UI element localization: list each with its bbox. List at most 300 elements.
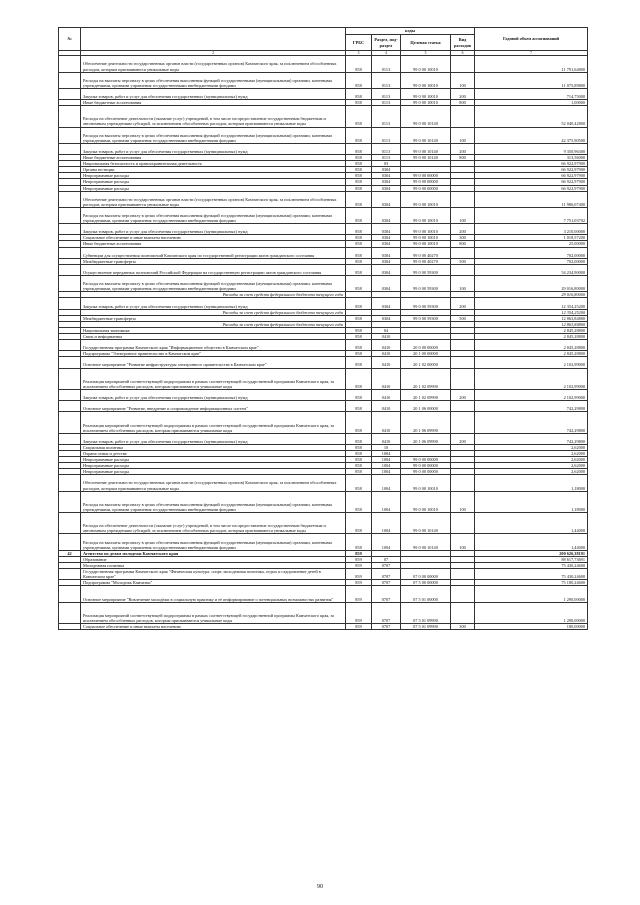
row-amount: 75 430,24600 [475, 562, 588, 568]
table-row [59, 207, 588, 223]
row-name: Закупка товаров, работ и услуг для обеспечения государственных (муниципальных) нужд [81, 433, 346, 444]
budget-table [58, 27, 588, 630]
table-row [59, 569, 588, 580]
row-number [59, 412, 81, 433]
budget-rows [59, 56, 588, 630]
row-number [59, 401, 81, 412]
row-expense-type: 100 [451, 207, 475, 223]
row-grbs: 858 [346, 351, 372, 357]
row-amount: 12 354,25200 [475, 298, 588, 309]
row-target-article: 99 0 00 10010 [401, 235, 451, 241]
row-expense-type: 500 [451, 315, 475, 321]
row-name: Социальное обеспечение и иные выплаты населению [81, 624, 346, 630]
row-target-article: 99 0 00 40270 [401, 258, 451, 264]
row-grbs: 858 [346, 433, 372, 444]
row-name: Закупка товаров, работ и услуг для обеспечения государственных (муниципальных) нужд [81, 143, 346, 154]
row-expense-type: 800 [451, 155, 475, 161]
row-grbs: 858 [346, 155, 372, 161]
table-row [59, 276, 588, 292]
row-razdel: 0113 [372, 106, 401, 127]
row-grbs: 858 [346, 185, 372, 191]
row-amount: 1 018,57200 [475, 235, 588, 241]
row-razdel: 1004 [372, 457, 401, 463]
row-name: Непрограммные расходы [81, 179, 346, 185]
row-name: Расходы на обеспечение деятельности (оказание услуг) учреждений, в том числе на предоставление государственным бюджетным и автономным учреждениям субсидий, за исключением обособленных расходов, которым присваиваются уникальные коды [81, 106, 346, 127]
row-razdel: 0304 [372, 315, 401, 321]
row-number [59, 586, 81, 602]
row-amount: 54 234,90000 [475, 264, 588, 275]
row-name: Расходы на выплаты персоналу в целях обеспечения выполнения функций государственными (муниципальными) органами, казенными учреждениями, органами управления государственными внебюджетными фондами [81, 207, 346, 223]
row-number [59, 340, 81, 351]
row-grbs: 858 [346, 179, 372, 185]
row-grbs: 858 [346, 106, 372, 127]
row-razdel: 0707 [372, 562, 401, 568]
row-target-article: 20 1 02 09990 [401, 368, 451, 389]
row-amount: 2 102,99000 [475, 357, 588, 368]
row-razdel: 0304 [372, 276, 401, 292]
row-grbs: 858 [346, 513, 372, 534]
row-amount: 1,00000 [475, 100, 588, 106]
row-target-article: 99 0 00 10010 [401, 241, 451, 247]
row-razdel: 0304 [372, 185, 401, 191]
row-name: Основное мероприятие "Вовлечение молодёжи в социальную практику и её информирование о потенциальных возможностях развития" [81, 586, 346, 602]
row-target-article: 99 0 00 10010 [401, 100, 451, 106]
row-grbs: 858 [346, 368, 372, 389]
row-target-article: 99 0 00 10140 [401, 143, 451, 154]
row-grbs: 859 [346, 624, 372, 630]
row-expense-type [451, 401, 475, 412]
row-name: Национальная экономика [81, 327, 346, 333]
row-amount: 7 751,03702 [475, 207, 588, 223]
row-grbs: 858 [346, 401, 372, 412]
row-razdel: 0113 [372, 100, 401, 106]
header-grbs: ГРБС [346, 35, 372, 51]
row-amount: 742,29800 [475, 412, 588, 433]
row-name: Субвенции для осуществления полномочий Камчатского края по государственной регистрации актов гражданского состояния [81, 247, 346, 258]
row-name: Межбюджетные трансферты [81, 258, 346, 264]
row-number [59, 143, 81, 154]
row-name: Непрограммные расходы [81, 185, 346, 191]
row-name: Социальное обеспечение и иные выплаты населению [81, 235, 346, 241]
row-target-article: 99 0 00 10140 [401, 155, 451, 161]
row-number [59, 247, 81, 258]
row-amount: 11 075,89800 [475, 72, 588, 88]
table-row [59, 247, 588, 258]
row-expense-type [451, 106, 475, 127]
row-expense-type [451, 569, 475, 580]
row-amount: 702,00000 [475, 258, 588, 264]
row-amount: 2 845,28800 [475, 340, 588, 351]
row-target-article: 20 1 06 09990 [401, 412, 451, 433]
row-name: Закупка товаров, работ и услуг для обеспечения государственных (муниципальных) нужд [81, 389, 346, 400]
table-row [59, 56, 588, 72]
row-target-article: 99 0 00 10140 [401, 534, 451, 550]
row-expense-type: 200 [451, 88, 475, 99]
row-amount: 742,29800 [475, 401, 588, 412]
row-grbs: 858 [346, 412, 372, 433]
header-total: Годовой объем ассигнований [475, 28, 588, 51]
row-amount: 9 350,96300 [475, 143, 588, 154]
row-name: Непрограммные расходы [81, 173, 346, 179]
row-name: Агентство по делам молодежи Камчатского края [81, 550, 346, 556]
row-grbs: 859 [346, 580, 372, 586]
row-number [59, 276, 81, 292]
row-number [59, 264, 81, 275]
row-razdel: 07 [372, 556, 401, 562]
row-grbs: 858 [346, 327, 372, 333]
row-target-article: 20 0 00 00000 [401, 340, 451, 351]
row-target-article: 99 0 00 10140 [401, 127, 451, 143]
table-row [59, 368, 588, 389]
row-name: Подпрограмма "Электронное правительство в Камчатском крае" [81, 351, 346, 357]
table-row [59, 433, 588, 444]
row-expense-type: 200 [451, 224, 475, 235]
row-razdel: 0304 [372, 258, 401, 264]
row-grbs: 858 [346, 334, 372, 340]
row-razdel: 0707 [372, 602, 401, 623]
row-expense-type [451, 264, 475, 275]
index-cell: 6 [451, 51, 475, 56]
row-number [59, 298, 81, 309]
row-expense-type [451, 56, 475, 72]
row-expense-type: 800 [451, 100, 475, 106]
header-codes: коды [346, 28, 475, 35]
row-target-article: 99 0 00 00000 [401, 457, 451, 463]
row-expense-type [451, 340, 475, 351]
row-razdel: 0410 [372, 401, 401, 412]
row-target-article: 99 0 00 59300 [401, 264, 451, 275]
row-amount: 66 922,97900 [475, 167, 588, 173]
row-target-article: 20 1 00 00000 [401, 351, 451, 357]
table-row [59, 224, 588, 235]
row-amount: 2 102,99000 [475, 389, 588, 400]
row-razdel: 0707 [372, 569, 401, 580]
row-razdel: 1004 [372, 463, 401, 469]
row-grbs: 858 [346, 469, 372, 475]
row-name: Национальная безопасность и правоохранительная деятельность [81, 161, 346, 167]
row-grbs: 858 [346, 161, 372, 167]
row-razdel: 0410 [372, 340, 401, 351]
header-name [81, 28, 346, 51]
row-name: Иные бюджетные ассигнования [81, 241, 346, 247]
row-amount: 75 430,24600 [475, 569, 588, 580]
row-grbs: 858 [346, 191, 372, 207]
row-expense-type: 100 [451, 534, 475, 550]
row-expense-type: 100 [451, 127, 475, 143]
row-amount: 12 354,25200 [475, 309, 588, 315]
row-number: 42 [59, 550, 81, 556]
row-grbs: 858 [346, 173, 372, 179]
row-amount: 2,62000 [475, 457, 588, 463]
row-amount: 75 180,24600 [475, 580, 588, 586]
row-target-article: 99 0 00 00000 [401, 179, 451, 185]
row-amount: 714,75000 [475, 88, 588, 99]
row-razdel: 03 [372, 161, 401, 167]
row-grbs: 858 [346, 340, 372, 351]
row-target-article: 07 0 00 00000 [401, 569, 451, 580]
row-grbs: 858 [346, 88, 372, 99]
row-amount: 3 210,00000 [475, 224, 588, 235]
row-number [59, 624, 81, 630]
row-amount: 1 290,00000 [475, 602, 588, 623]
row-grbs: 859 [346, 556, 372, 562]
row-name: Реализация мероприятий соответствующей подпрограммы в рамках соответствующей государственной программы Камчатского края, за исключением обособленных расходов, которым присваиваются уникальные коды [81, 602, 346, 623]
row-name: Осуществление переданных полномочий Российской Федерации на государственную регистрацию актов гражданского состояния [81, 264, 346, 275]
row-name: Молодежная политика [81, 562, 346, 568]
row-grbs: 859 [346, 550, 372, 556]
row-amount: 66 922,97900 [475, 173, 588, 179]
row-expense-type: 200 [451, 433, 475, 444]
row-number [59, 534, 81, 550]
row-number [59, 224, 81, 235]
budget-table-page [58, 27, 587, 630]
table-row [59, 534, 588, 550]
row-target-article: 20 1 06 00000 [401, 401, 451, 412]
row-target-article: 99 0 00 10010 [401, 207, 451, 223]
row-razdel: 0410 [372, 368, 401, 389]
row-grbs: 858 [346, 56, 372, 72]
row-grbs: 858 [346, 207, 372, 223]
row-grbs: 858 [346, 167, 372, 173]
row-name: Закупка товаров, работ и услуг для обеспечения государственных (муниципальных) нужд [81, 224, 346, 235]
row-number [59, 491, 81, 512]
table-row [59, 401, 588, 412]
row-razdel: 0304 [372, 264, 401, 275]
row-expense-type [451, 602, 475, 623]
row-grbs: 859 [346, 562, 372, 568]
row-number [59, 56, 81, 72]
index-cell: 7 [475, 51, 588, 56]
row-grbs: 858 [346, 444, 372, 450]
row-expense-type [451, 191, 475, 207]
row-expense-type: 100 [451, 491, 475, 512]
table-row [59, 357, 588, 368]
row-razdel: 0304 [372, 173, 401, 179]
row-razdel: 0707 [372, 624, 401, 630]
row-expense-type: 500 [451, 258, 475, 264]
row-expense-type [451, 357, 475, 368]
row-amount: 2,62000 [475, 451, 588, 457]
row-razdel: 1004 [372, 469, 401, 475]
row-razdel: 0304 [372, 224, 401, 235]
row-name: Обеспечение деятельности государственных органов власти (государственных органов) Камчатского края, за исключением обособленных расходов, которым присваиваются уникальные коды [81, 475, 346, 491]
row-amount: 742,29800 [475, 433, 588, 444]
row-amount: 1,18000 [475, 491, 588, 512]
row-razdel: 0113 [372, 56, 401, 72]
row-target-article: 99 0 00 00000 [401, 185, 451, 191]
row-name: Расходы на выплаты персоналу в целях обеспечения выполнения функций государственными (муниципальными) органами, казенными учреждениями, органами управления государственными внебюджетными фондами [81, 72, 346, 88]
row-number [59, 357, 81, 368]
row-expense-type [451, 586, 475, 602]
row-amount: 66 922,97900 [475, 161, 588, 167]
table-row [59, 412, 588, 433]
row-name: Непрограммные расходы [81, 469, 346, 475]
header-razdel: Раздел, под-раздел [372, 35, 401, 51]
row-expense-type: 100 [451, 72, 475, 88]
index-cell: 5 [401, 51, 451, 56]
table-row [59, 586, 588, 602]
row-razdel: 0410 [372, 351, 401, 357]
row-name: Образование [81, 556, 346, 562]
row-name: Подпрограмма "Молодежь Камчатки" [81, 580, 346, 586]
table-row [59, 264, 588, 275]
row-expense-type: 200 [451, 143, 475, 154]
row-grbs: 858 [346, 247, 372, 258]
row-grbs: 858 [346, 534, 372, 550]
row-grbs: 858 [346, 72, 372, 88]
row-grbs: 858 [346, 241, 372, 247]
row-target-article: 99 0 00 10010 [401, 475, 451, 491]
table-row [59, 340, 588, 351]
row-razdel: 10 [372, 444, 401, 450]
row-target-article: 07 5 01 00000 [401, 586, 451, 602]
row-razdel: 0707 [372, 586, 401, 602]
row-grbs: 859 [346, 602, 372, 623]
row-target-article: 99 0 00 00000 [401, 173, 451, 179]
row-target-article: 07 5 01 09990 [401, 624, 451, 630]
row-amount: 2,62000 [475, 463, 588, 469]
header-csr: Целевая статья [401, 35, 451, 51]
row-razdel: 1004 [372, 513, 401, 534]
row-amount: 25,00000 [475, 241, 588, 247]
row-target-article: 99 0 00 10140 [401, 106, 451, 127]
row-razdel: 0304 [372, 191, 401, 207]
row-target-article: 99 0 00 00000 [401, 463, 451, 469]
row-target-article: 99 0 00 10010 [401, 56, 451, 72]
row-name: Основное мероприятие "Развитие, внедрение и сопровождение информационных систем" [81, 401, 346, 412]
row-razdel: 0304 [372, 235, 401, 241]
index-cell: 4 [372, 51, 401, 56]
row-amount: 12 863,84800 [475, 321, 588, 327]
row-target-article: 20 1 06 09990 [401, 433, 451, 444]
table-row [59, 72, 588, 88]
row-name: Государственная программа Камчатского края "Физическая культура, спорт, молодежная политика, отдых и оздоровление детей в Камчатском крае" [81, 569, 346, 580]
row-amount: 11 791,64800 [475, 56, 588, 72]
row-amount: 12 863,84800 [475, 315, 588, 321]
row-number [59, 88, 81, 99]
row-grbs: 858 [346, 224, 372, 235]
row-target-article: 07 5 00 00000 [401, 580, 451, 586]
row-amount: 2 102,99000 [475, 368, 588, 389]
row-expense-type [451, 513, 475, 534]
row-grbs: 858 [346, 298, 372, 309]
row-grbs: 858 [346, 143, 372, 154]
row-name: Расходы за счет средств федерального бюджета текущего года [81, 292, 346, 298]
row-name: Органы юстиции [81, 167, 346, 173]
row-target-article: 99 0 00 00000 [401, 469, 451, 475]
table-row [59, 491, 588, 512]
row-expense-type: 300 [451, 235, 475, 241]
page-number: 90 [317, 884, 323, 890]
header-vr: Вид расходов [451, 35, 475, 51]
row-number [59, 513, 81, 534]
row-number [59, 191, 81, 207]
row-razdel: 0304 [372, 167, 401, 173]
row-expense-type: 200 [451, 298, 475, 309]
table-row [59, 624, 588, 630]
row-amount: 180,00000 [475, 624, 588, 630]
row-grbs: 858 [346, 451, 372, 457]
row-amount: 313,56000 [475, 155, 588, 161]
row-razdel: 0304 [372, 298, 401, 309]
row-amount: 52 040,42800 [475, 106, 588, 127]
row-expense-type [451, 475, 475, 491]
row-target-article: 99 0 00 59300 [401, 315, 451, 321]
row-name: Охрана семьи и детства [81, 451, 346, 457]
row-amount: 66 922,97900 [475, 179, 588, 185]
row-amount: 1,44000 [475, 513, 588, 534]
row-name: Расходы на выплаты персоналу в целях обеспечения выполнения функций государственными (муниципальными) органами, казенными учреждениями, органами управления государственными внебюджетными фондами [81, 276, 346, 292]
row-amount: 29 016,80000 [475, 276, 588, 292]
row-name: Государственная программа Камчатского края "Информационное общество в Камчатском крае" [81, 340, 346, 351]
row-target-article: 99 0 00 10010 [401, 88, 451, 99]
row-razdel: 0304 [372, 241, 401, 247]
row-name: Расходы на обеспечение деятельности (оказание услуг) учреждений, в том числе на предоставление государственным бюджетным и автономным учреждениям субсидий, за исключением обособленных расходов, которым присваиваются уникальные коды [81, 513, 346, 534]
row-grbs: 858 [346, 357, 372, 368]
row-name: Реализация мероприятий соответствующей подпрограммы в рамках соответствующей государственной программы Камчатского края, за исключением обособленных расходов, которым присваиваются уникальные коды [81, 412, 346, 433]
row-name: Иные бюджетные ассигнования [81, 100, 346, 106]
row-razdel: 1004 [372, 475, 401, 491]
row-razdel: 0113 [372, 143, 401, 154]
row-razdel: 0707 [372, 580, 401, 586]
row-amount: 2,62000 [475, 444, 588, 450]
row-razdel: 0304 [372, 207, 401, 223]
row-razdel: 0410 [372, 433, 401, 444]
index-cell: 2 [81, 51, 346, 56]
row-razdel: 0304 [372, 179, 401, 185]
row-amount: 11 986,07400 [475, 191, 588, 207]
table-row [59, 106, 588, 127]
row-razdel: 0113 [372, 127, 401, 143]
row-razdel: 0410 [372, 389, 401, 400]
row-razdel: 0113 [372, 88, 401, 99]
row-name: Непрограммные расходы [81, 463, 346, 469]
row-number [59, 106, 81, 127]
row-target-article: 20 1 02 00000 [401, 357, 451, 368]
row-amount: 2 845,28800 [475, 327, 588, 333]
row-name: Закупка товаров, работ и услуг для обеспечения государственных (муниципальных) нужд [81, 88, 346, 99]
row-amount: 66 922,97900 [475, 185, 588, 191]
row-razdel: 0113 [372, 72, 401, 88]
row-razdel: 0410 [372, 334, 401, 340]
row-number [59, 72, 81, 88]
row-name: Социальная политика [81, 444, 346, 450]
row-number [59, 602, 81, 623]
row-number [59, 569, 81, 580]
row-target-article: 99 0 00 59300 [401, 298, 451, 309]
row-target-article: 99 0 00 10010 [401, 224, 451, 235]
row-grbs: 858 [346, 389, 372, 400]
table-row [59, 389, 588, 400]
row-expense-type [451, 412, 475, 433]
row-grbs: 858 [346, 475, 372, 491]
row-amount: 29 016,80000 [475, 292, 588, 298]
row-target-article: 99 0 00 10010 [401, 191, 451, 207]
row-grbs: 859 [346, 586, 372, 602]
row-target-article: 99 0 00 10140 [401, 513, 451, 534]
row-razdel: 0410 [372, 357, 401, 368]
row-expense-type: 800 [451, 241, 475, 247]
table-row [59, 127, 588, 143]
row-target-article: 20 1 02 09990 [401, 389, 451, 400]
row-razdel: 1004 [372, 534, 401, 550]
row-razdel: 1004 [372, 451, 401, 457]
table-row [59, 143, 588, 154]
index-cell: 3 [346, 51, 372, 56]
row-number [59, 389, 81, 400]
row-name: Расходы на выплаты персоналу в целях обеспечения выполнения функций государственными (муниципальными) органами, казенными учреждениями, органами управления государственными внебюджетными фондами [81, 127, 346, 143]
row-grbs: 858 [346, 100, 372, 106]
